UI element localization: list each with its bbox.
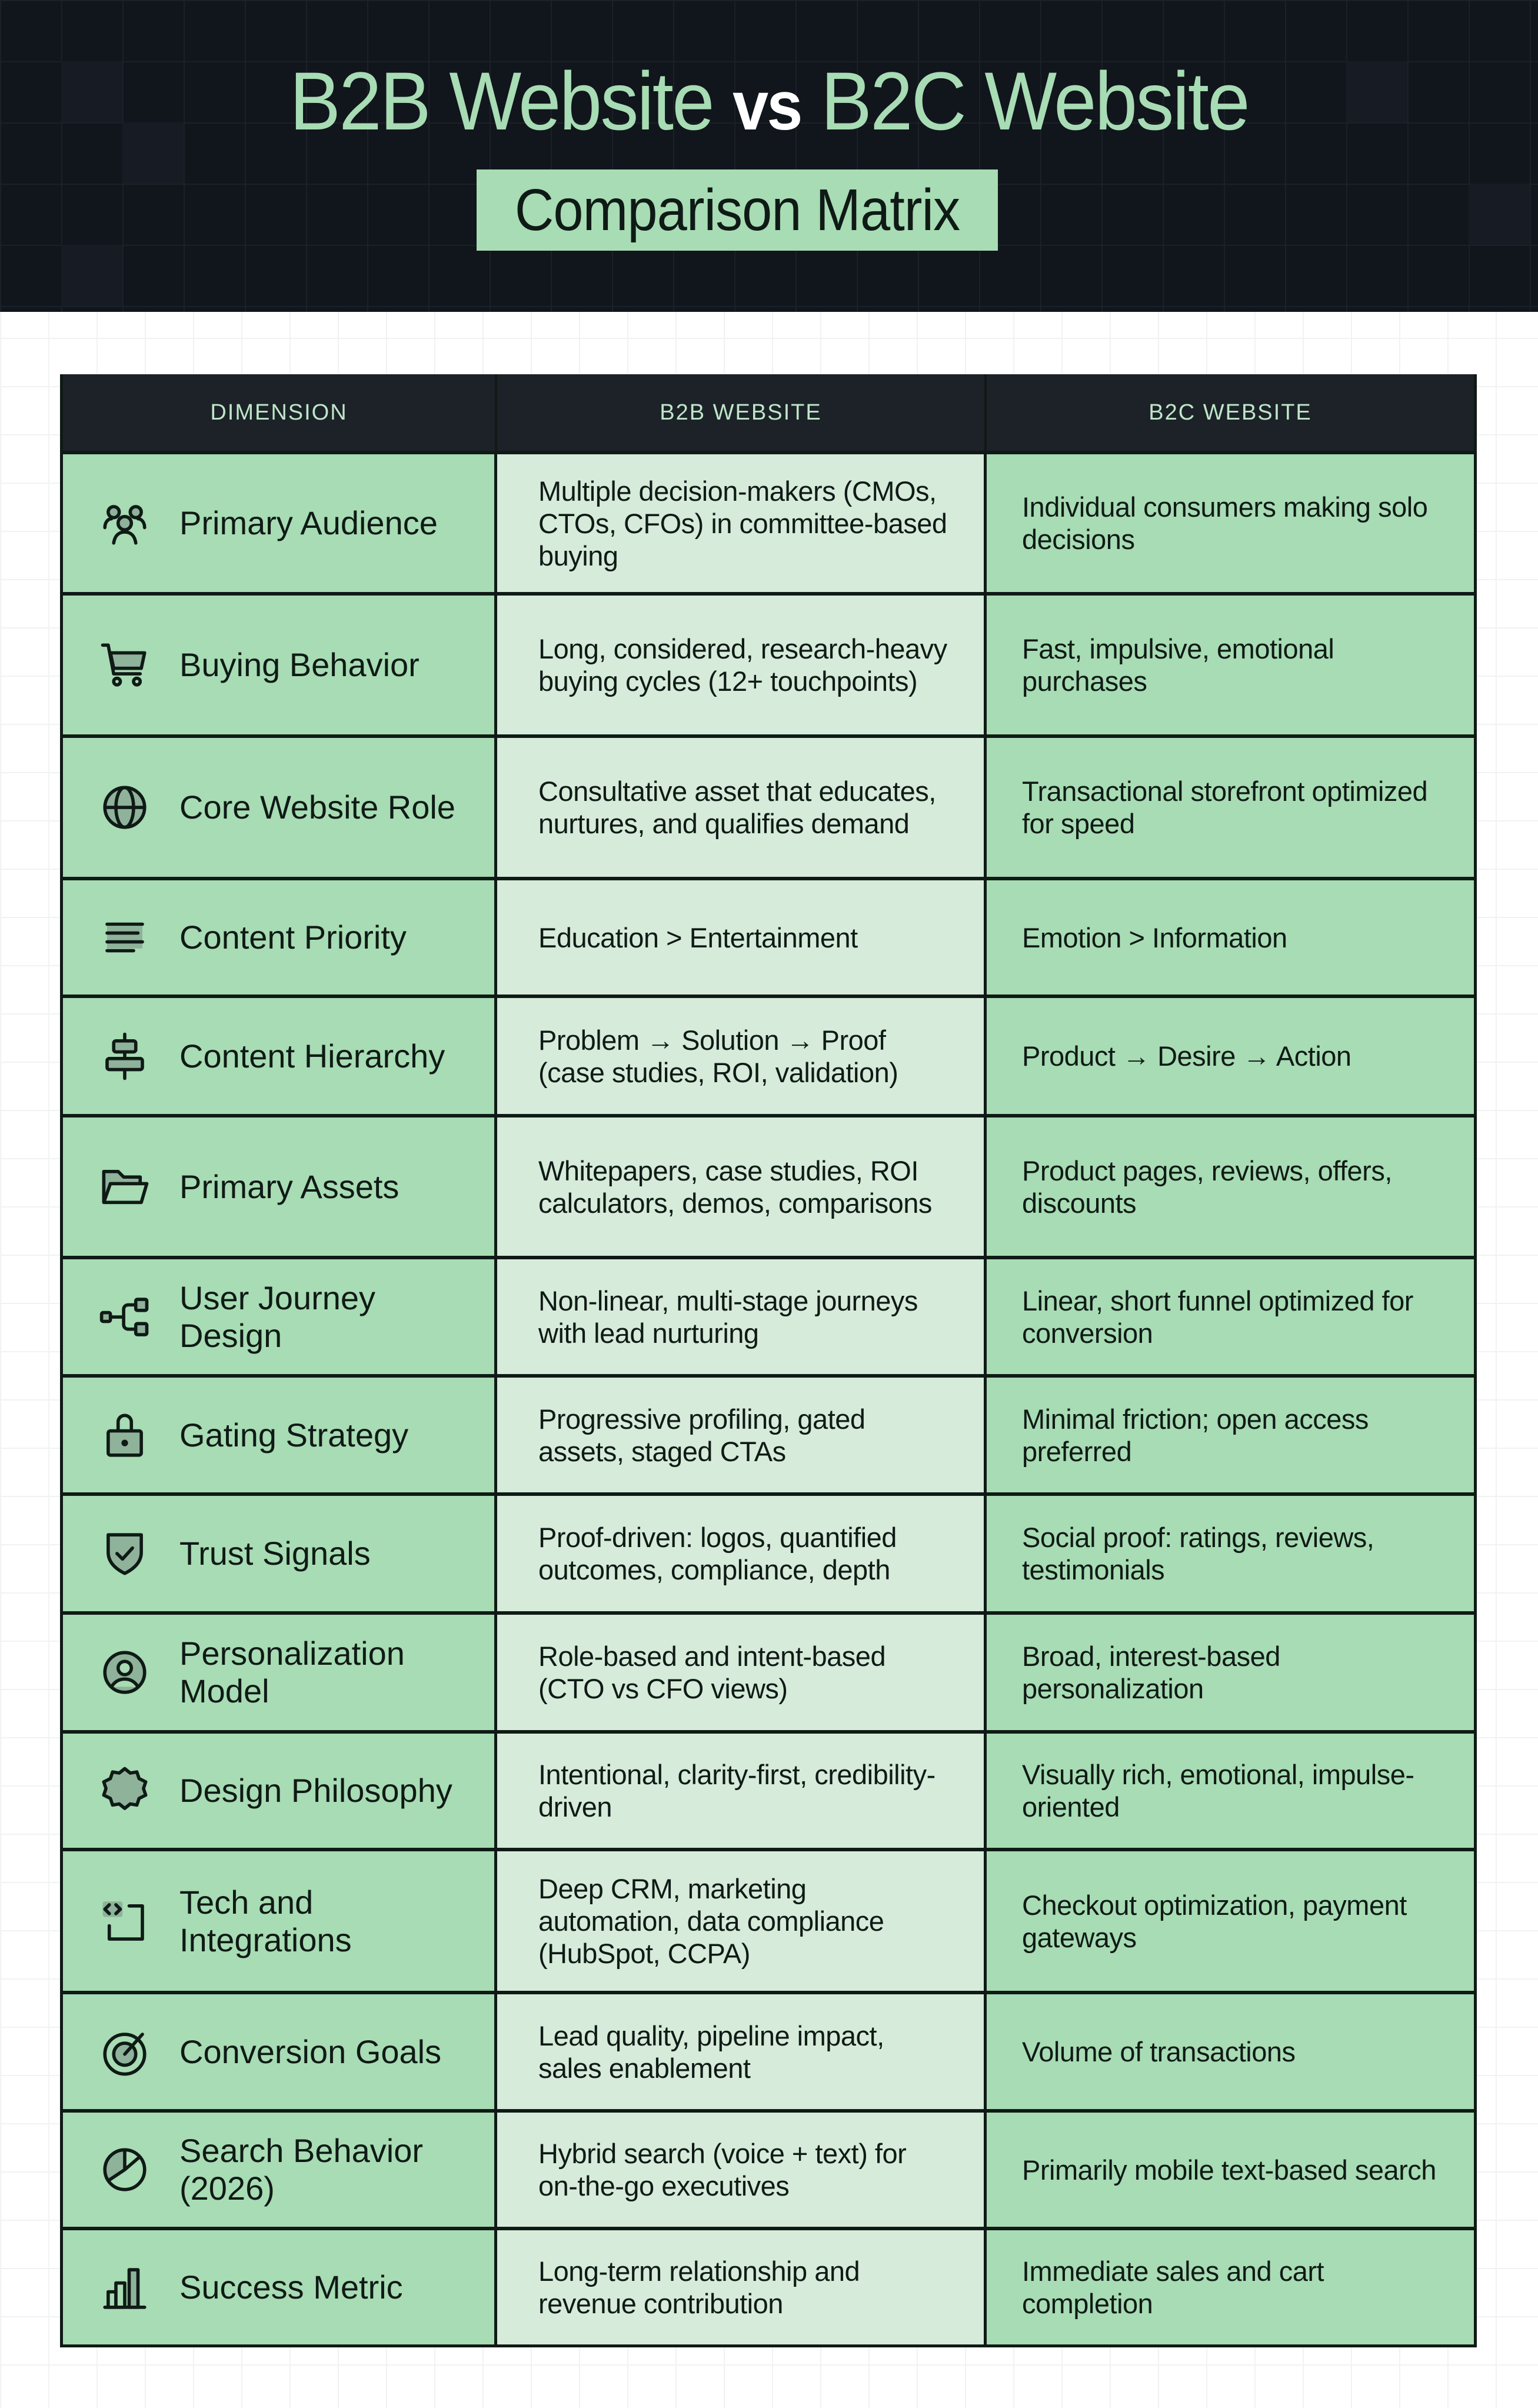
- dimension-cell: [63, 1117, 497, 1256]
- b2c-value: Volume of transactions: [1022, 2036, 1296, 2067]
- b2b-value: Education > Entertainment: [538, 922, 858, 953]
- b2b-cell: [497, 1117, 987, 1256]
- b2c-cell: [987, 998, 1474, 1114]
- dimension-label: Tech and Integrations: [179, 1883, 352, 1958]
- b2c-cell: [987, 454, 1474, 592]
- b2c-cell: [987, 2113, 1474, 2227]
- b2b-value: Problem → Solution → Proof (case studies, ROI, validation): [538, 1024, 898, 1088]
- table-row: [63, 1256, 1474, 1374]
- dimension-cell: [63, 1851, 497, 1991]
- column-header-dimension: DIMENSION: [63, 374, 497, 451]
- b2b-value: Hybrid search (voice + text) for on-the-go executives: [538, 2138, 907, 2201]
- b2b-value: Proof-driven: logos, quantified outcomes, compliance, depth: [538, 1522, 897, 1585]
- b2c-value: Social proof: ratings, reviews, testimonials: [1022, 1522, 1374, 1585]
- title-b2b: B2B Website: [289, 55, 713, 147]
- b2c-cell: [987, 738, 1474, 877]
- b2c-value: Individual consumers making solo decisions: [1022, 491, 1428, 555]
- b2b-cell: [497, 596, 987, 734]
- b2c-cell: [987, 1496, 1474, 1611]
- b2b-value: Intentional, clarity-first, credibility-driven: [538, 1759, 936, 1822]
- dimension-cell: [63, 1259, 497, 1374]
- b2b-value: Multiple decision-makers (CMOs, CTOs, CFOs) in committee-based buying: [538, 475, 947, 571]
- dimension-cell: [63, 1496, 497, 1611]
- b2c-cell: [987, 2230, 1474, 2344]
- title-b2c: B2C Website: [821, 55, 1249, 147]
- dimension-label: Personalization Model: [179, 1635, 405, 1709]
- b2c-value: Linear, short funnel optimized for conversion: [1022, 1285, 1413, 1349]
- b2c-value: Transactional storefront optimized for speed: [1022, 776, 1428, 839]
- text-lines-icon: [98, 911, 151, 964]
- dimension-label: Primary Assets: [179, 1168, 400, 1205]
- b2b-cell: [497, 1615, 987, 1730]
- b2b-value: Lead quality, pipeline impact, sales enablement: [538, 2020, 884, 2084]
- hero-banner: [0, 0, 1538, 312]
- b2c-value: Product → Desire → Action: [1022, 1040, 1351, 1072]
- align-center-icon: [98, 1030, 151, 1083]
- b2c-cell: [987, 1259, 1474, 1374]
- b2b-cell: [497, 454, 987, 592]
- b2c-value: Product pages, reviews, offers, discounts: [1022, 1155, 1392, 1219]
- dimension-cell: [63, 998, 497, 1114]
- target-icon: [98, 2025, 151, 2078]
- table-row: [63, 2227, 1474, 2344]
- subtitle-badge: [477, 169, 998, 251]
- b2c-cell: [987, 1117, 1474, 1256]
- b2b-cell: [497, 2230, 987, 2344]
- table-header: [63, 374, 1474, 451]
- column-header-b2b: B2B WEBSITE: [497, 374, 987, 451]
- dimension-label: Content Priority: [179, 919, 407, 956]
- b2b-cell: [497, 1994, 987, 2109]
- b2c-cell: [987, 1378, 1474, 1492]
- b2b-cell: [497, 1851, 987, 1991]
- table-row: [63, 1374, 1474, 1492]
- table-row: [63, 734, 1474, 877]
- user-circle-icon: [98, 1646, 151, 1699]
- dimension-label: Conversion Goals: [179, 2033, 442, 2070]
- b2b-value: Progressive profiling, gated assets, staged CTAs: [538, 1403, 865, 1467]
- dimension-cell: [63, 1994, 497, 2109]
- b2b-value: Non-linear, multi-stage journeys with lead nurturing: [538, 1285, 918, 1349]
- b2b-cell: [497, 1259, 987, 1374]
- dimension-label: Primary Audience: [179, 504, 438, 541]
- b2b-value: Long, considered, research-heavy buying cycles (12+ touchpoints): [538, 633, 947, 697]
- b2b-cell: [497, 1496, 987, 1611]
- table-row: [63, 1991, 1474, 2109]
- dimension-cell: [63, 2230, 497, 2344]
- bar-chart-icon: [98, 2261, 151, 2314]
- dimension-cell: [63, 1615, 497, 1730]
- dimension-label: Design Philosophy: [179, 1772, 452, 1809]
- b2c-cell: [987, 596, 1474, 734]
- dimension-label: Content Hierarchy: [179, 1037, 445, 1075]
- b2c-value: Minimal friction; open access preferred: [1022, 1403, 1369, 1467]
- dimension-label: Buying Behavior: [179, 646, 420, 683]
- dimension-label: Success Metric: [179, 2269, 403, 2306]
- users-group-icon: [98, 497, 151, 550]
- table-row: [63, 1492, 1474, 1611]
- dimension-label: Core Website Role: [179, 789, 455, 826]
- dimension-cell: [63, 880, 497, 995]
- column-header-b2c: B2C WEBSITE: [1148, 400, 1312, 425]
- comparison-table: [60, 374, 1477, 2347]
- table-row: [63, 995, 1474, 1114]
- b2c-value: Emotion > Information: [1022, 922, 1287, 953]
- dimension-cell: [63, 1378, 497, 1492]
- table-row: [63, 1730, 1474, 1848]
- b2c-cell: [987, 1615, 1474, 1730]
- table-row: [63, 451, 1474, 592]
- dimension-cell: [63, 738, 497, 877]
- subtitle: Comparison Matrix: [514, 177, 960, 243]
- dimension-cell: [63, 2113, 497, 2227]
- folder-open-icon: [98, 1160, 151, 1213]
- b2c-value: Immediate sales and cart completion: [1022, 2256, 1324, 2319]
- b2b-cell: [497, 998, 987, 1114]
- table-row: [63, 877, 1474, 995]
- b2c-cell: [987, 1734, 1474, 1848]
- lock-icon: [98, 1409, 151, 1462]
- b2b-value: Deep CRM, marketing automation, data compliance (HubSpot, CCPA): [538, 1873, 884, 1969]
- tree-structure-icon: [98, 1291, 151, 1343]
- pie-chart-icon: [98, 2143, 151, 2196]
- shopping-cart-icon: [98, 638, 151, 691]
- code-square-icon: [98, 1895, 151, 1948]
- table-row: [63, 1114, 1474, 1256]
- dimension-label: Search Behavior (2026): [179, 2132, 424, 2207]
- b2b-cell: [497, 2113, 987, 2227]
- table-row: [63, 1611, 1474, 1730]
- shield-check-icon: [98, 1527, 151, 1580]
- b2b-value: Consultative asset that educates, nurtures, and qualifies demand: [538, 776, 936, 839]
- globe-icon: [98, 781, 151, 834]
- b2c-cell: [987, 1851, 1474, 1991]
- b2c-cell: [987, 880, 1474, 995]
- seal-badge-icon: [98, 1764, 151, 1817]
- page-title: [54, 54, 1484, 153]
- b2b-value: Long-term relationship and revenue contribution: [538, 2256, 860, 2319]
- table-row: [63, 2109, 1474, 2227]
- b2b-value: Role-based and intent-based (CTO vs CFO views): [538, 1641, 886, 1704]
- dimension-cell: [63, 596, 497, 734]
- b2b-value: Whitepapers, case studies, ROI calculators, demos, comparisons: [538, 1155, 932, 1219]
- b2c-cell: [987, 1994, 1474, 2109]
- grid-block: [61, 245, 122, 306]
- dimension-label: Trust Signals: [179, 1535, 371, 1572]
- b2b-cell: [497, 880, 987, 995]
- b2c-value: Fast, impulsive, emotional purchases: [1022, 633, 1334, 697]
- dimension-cell: [63, 1734, 497, 1848]
- b2b-cell: [497, 738, 987, 877]
- b2c-value: Checkout optimization, payment gateways: [1022, 1889, 1407, 1953]
- dimension-label: Gating Strategy: [179, 1416, 409, 1454]
- b2c-value: Visually rich, emotional, impulse-oriented: [1022, 1759, 1414, 1822]
- b2c-value: Broad, interest-based personalization: [1022, 1641, 1280, 1704]
- table-row: [63, 592, 1474, 734]
- dimension-cell: [63, 454, 497, 592]
- dimension-label: User Journey Design: [179, 1279, 376, 1354]
- grid-block: [1469, 184, 1530, 245]
- b2b-cell: [497, 1734, 987, 1848]
- table-row: [63, 1848, 1474, 1991]
- title-vs: vs: [733, 67, 801, 145]
- b2c-value: Primarily mobile text-based search: [1022, 2154, 1436, 2186]
- b2b-cell: [497, 1378, 987, 1492]
